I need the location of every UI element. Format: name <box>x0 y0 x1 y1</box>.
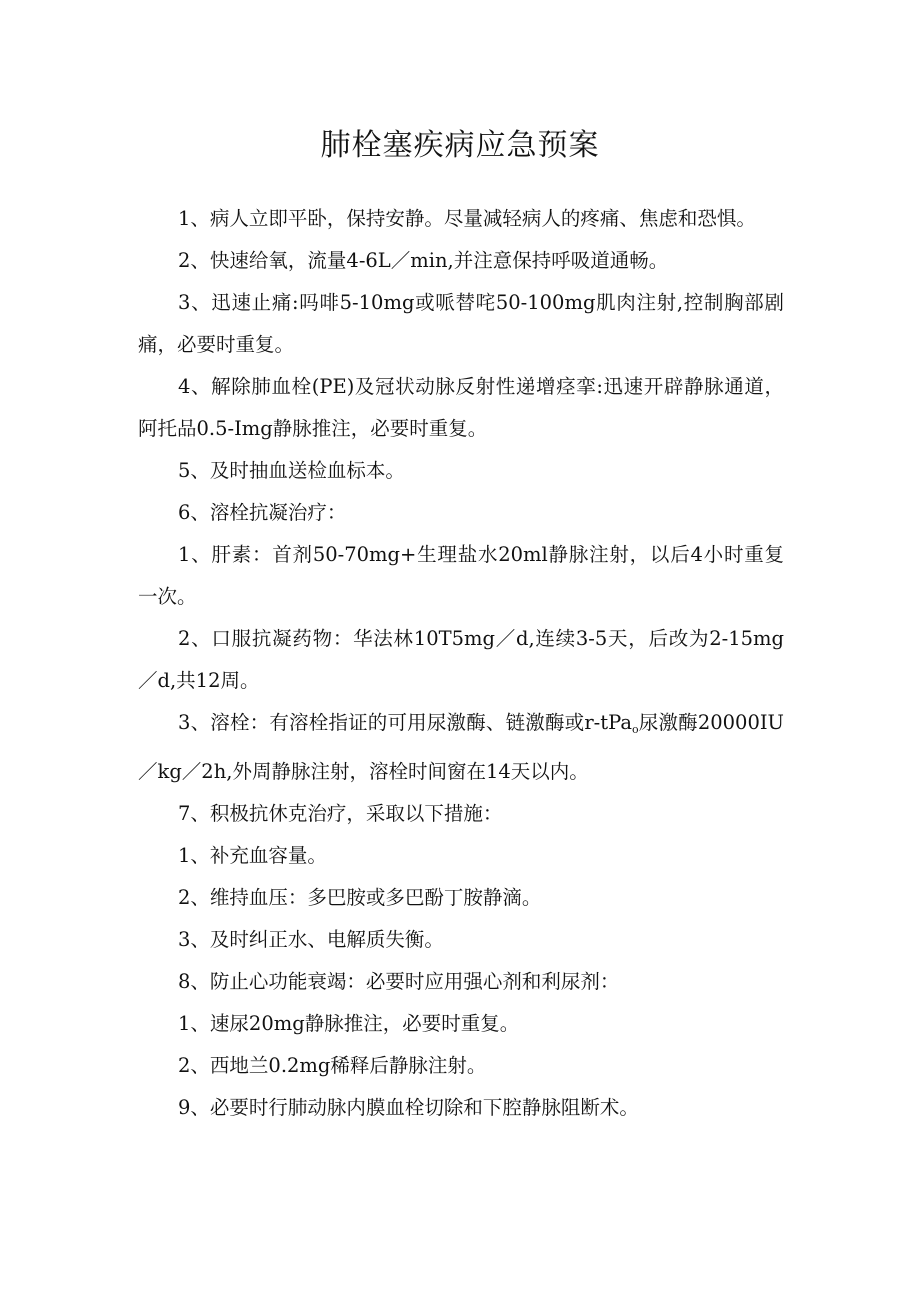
paragraph: 3、及时纠正水、电解质失衡。 <box>178 928 444 951</box>
paragraph: 5、及时抽血送检血标本。 <box>178 459 405 482</box>
paragraph: 2、西地兰0.2mg稀释后静脉注射。 <box>178 1054 487 1077</box>
paragraph: 1、肝素：首剂50-70mg+生理盐水20ml静脉注射，以后4小时重复一次。 <box>138 543 784 608</box>
paragraph <box>138 702 784 793</box>
paragraph-text: 尿激酶20000IU／kg／2h,外周静脉注射，溶栓时间窗在14天以内。 <box>138 711 784 783</box>
paragraph: 4、解除肺血栓(PE)及冠状动脉反射性递增痉挛:迅速开辟静脉通道，阿托品0.5-Img静脉推注，必要时重复。 <box>138 375 784 440</box>
paragraph-text: 3、溶栓：有溶栓指证的可用尿激酶、链激酶或r-tPa <box>178 711 632 734</box>
document-title: 肺栓塞疾病应急预案 <box>320 128 600 163</box>
document-body <box>138 198 784 1129</box>
paragraph: 2、维持血压：多巴胺或多巴酚丁胺静滴。 <box>178 886 542 909</box>
paragraph: 1、补充血容量。 <box>178 844 327 867</box>
paragraph: 8、防止心功能衰竭：必要时应用强心剂和利尿剂： <box>178 970 620 993</box>
paragraph: 2、快速给氧，流量4-6L／min,并注意保持呼吸道通畅。 <box>178 249 669 272</box>
paragraph: 1、病人立即平卧，保持安静。尽量减轻病人的疼痛、焦虑和恐惧。 <box>178 207 756 230</box>
paragraph: 7、积极抗休克治疗，采取以下措施： <box>178 802 503 825</box>
paragraph: 6、溶栓抗凝治疗： <box>178 501 347 524</box>
paragraph: 1、速尿20mg静脉推注，必要时重复。 <box>178 1012 520 1035</box>
paragraph: 3、迅速止痛:吗啡5-10mg或哌替咤50-100mg肌肉注射,控制胸部剧痛，必要时重复。 <box>138 291 784 356</box>
paragraph: 9、必要时行肺动脉内膜血栓切除和下腔静脉阻断术。 <box>178 1096 639 1119</box>
subscript-text: o <box>631 723 639 736</box>
paragraph: 2、口服抗凝药物：华法林10T5mg／d,连续3-5天，后改为2-15mg／d,共12周。 <box>138 627 784 692</box>
